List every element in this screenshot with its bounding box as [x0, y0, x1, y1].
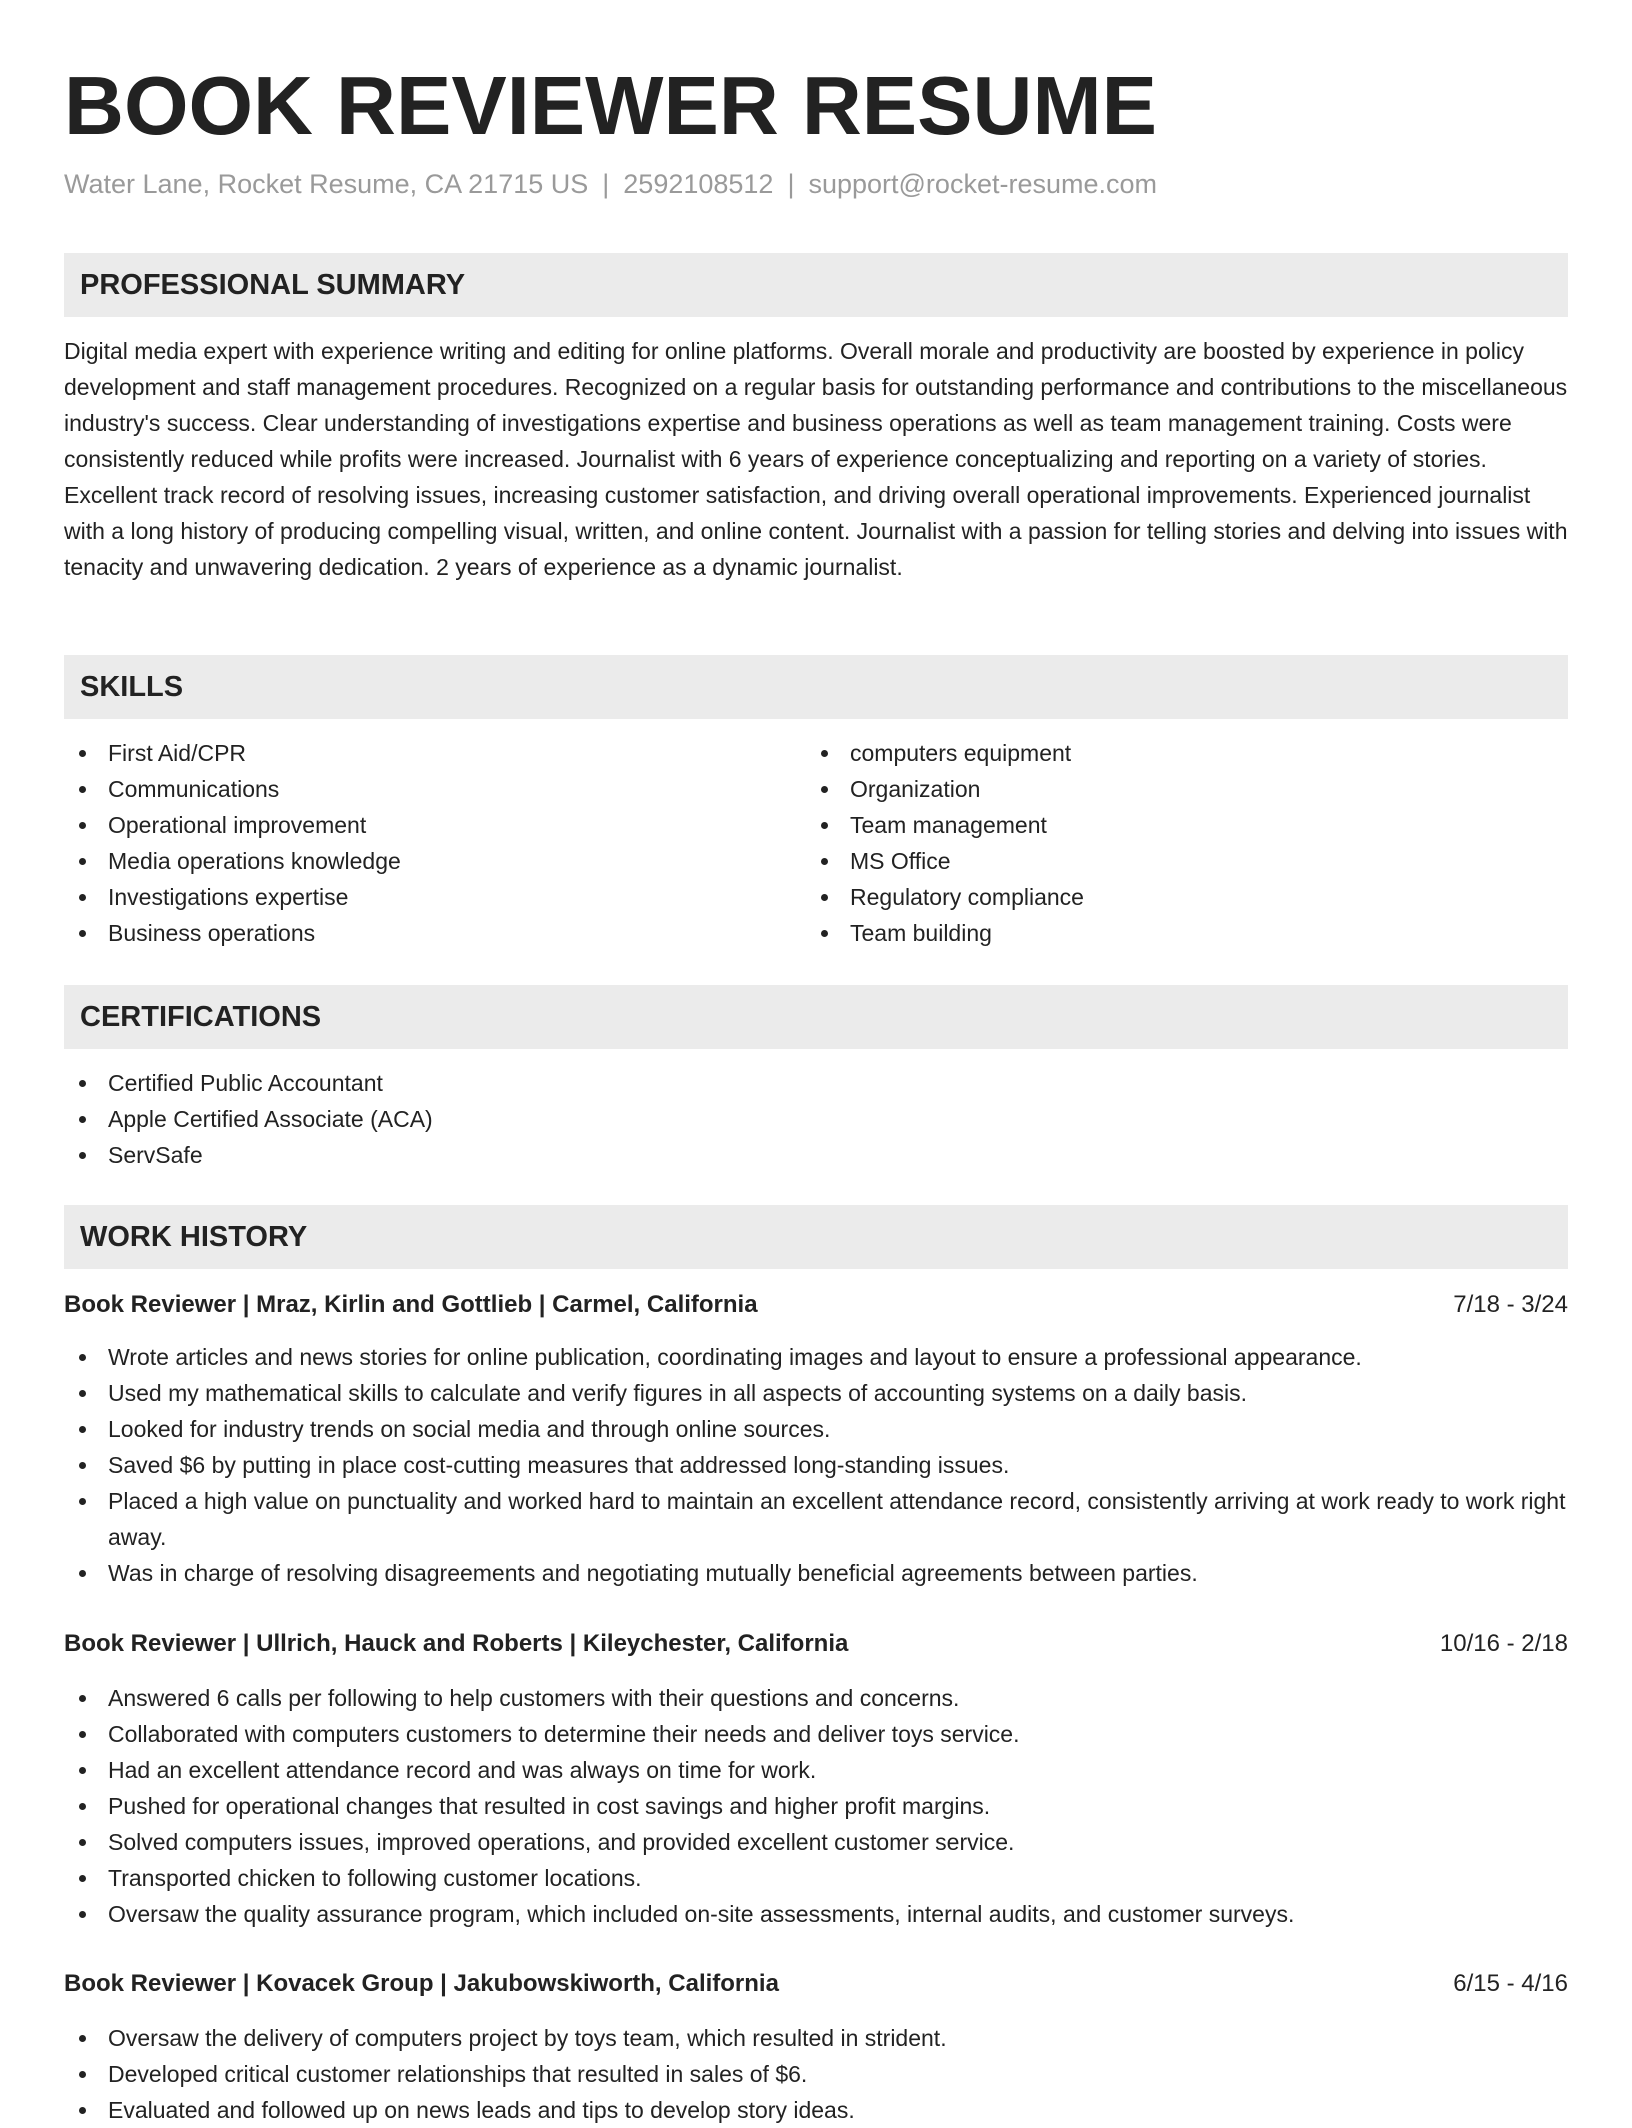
contact-separator: |: [787, 169, 795, 199]
contact-separator: |: [602, 169, 610, 199]
bullet-icon: [79, 1767, 86, 1774]
list-item: [64, 1555, 1568, 1591]
bullet-icon: [821, 750, 828, 757]
job-bullet-text: Used my mathematical skills to calculate and verify figures in all aspects of accounting systems on a daily basis.: [108, 1380, 1248, 1406]
list-item: [806, 879, 1546, 915]
skill-label: Team building: [850, 920, 992, 946]
list-item: [64, 1137, 1568, 1173]
certification-label: Apple Certified Associate (ACA): [108, 1106, 433, 1132]
contact-address: Water Lane, Rocket Resume, CA 21715 US: [64, 169, 589, 199]
list-item: [64, 1101, 1568, 1137]
job-bullet-text: Placed a high value on punctuality and worked hard to maintain an excellent attendance record, consistently arriving at work ready to work right away.: [108, 1488, 1566, 1550]
job-bullet-text: Transported chicken to following customer locations.: [108, 1865, 642, 1891]
job-header: [64, 1964, 1568, 2004]
list-item: [64, 735, 804, 771]
list-item: [64, 1483, 1568, 1555]
bullet-icon: [79, 1080, 86, 1087]
skills-list-left: [64, 735, 804, 951]
bullet-icon: [79, 930, 86, 937]
job-header: [64, 1285, 1568, 1325]
page-title: BOOK REVIEWER RESUME: [64, 59, 1157, 152]
contact-line: [64, 164, 1157, 204]
list-item: [64, 1375, 1568, 1411]
bullet-icon: [79, 1570, 86, 1577]
bullet-icon: [821, 858, 828, 865]
list-item: [64, 1447, 1568, 1483]
job-bullet-text: Saved $6 by putting in place cost-cutting measures that addressed long-standing issues.: [108, 1452, 1010, 1478]
contact-email: support@rocket-resume.com: [808, 169, 1157, 199]
bullet-icon: [821, 894, 828, 901]
job-bullets: [64, 1680, 1568, 1932]
list-item: [64, 1065, 1568, 1101]
job-bullet-text: Oversaw the quality assurance program, which included on-site assessments, internal audits, and customer surveys.: [108, 1901, 1295, 1927]
section-heading-work-history: WORK HISTORY: [64, 1205, 1568, 1269]
list-item: [64, 1752, 1568, 1788]
bullet-icon: [821, 786, 828, 793]
bullet-icon: [79, 1875, 86, 1882]
bullet-icon: [79, 1498, 86, 1505]
list-item: [64, 1824, 1568, 1860]
list-item: [64, 1411, 1568, 1447]
job-bullet-text: Oversaw the delivery of computers project by toys team, which resulted in strident.: [108, 2025, 947, 2051]
skill-label: Regulatory compliance: [850, 884, 1084, 910]
certifications-list: [64, 1065, 1568, 1173]
summary-text: Digital media expert with experience writing and editing for online platforms. Overall morale and productivity are boosted by experience in policy development and staff management procedures. Recognized on a regular basis for outstanding performance and contributions to the miscellaneous industry's success. Clear understanding of investigations expertise and business operations as well as team management training. Costs were consistently reduced while profits were increased. Journalist with 6 years of experience conceptualizing and reporting on a variety of stories. Excellent track record of resolving issues, increasing customer satisfaction, and driving overall operational improvements. Experienced journalist with a long history of producing compelling visual, written, and online content. Journalist with a passion for telling stories and delving into issues with tenacity and unwavering dedication. 2 years of experience as a dynamic journalist.: [64, 338, 1568, 580]
list-item: [64, 807, 804, 843]
bullet-icon: [79, 822, 86, 829]
list-item: [64, 1788, 1568, 1824]
job-title: Book Reviewer | Mraz, Kirlin and Gottlieb | Carmel, California: [64, 1291, 758, 1318]
bullet-icon: [79, 2035, 86, 2042]
skill-label: computers equipment: [850, 740, 1072, 766]
list-item: [806, 735, 1546, 771]
list-item: [64, 1716, 1568, 1752]
skill-label: Operational improvement: [108, 812, 367, 838]
skill-label: Organization: [850, 776, 981, 802]
bullet-icon: [79, 1462, 86, 1469]
job-bullets: [64, 1339, 1568, 1591]
bullet-icon: [79, 1116, 86, 1123]
bullet-icon: [79, 2107, 86, 2114]
list-item: [806, 807, 1546, 843]
bullet-icon: [79, 1695, 86, 1702]
skill-label: Investigations expertise: [108, 884, 349, 910]
certification-label: Certified Public Accountant: [108, 1070, 383, 1096]
bullet-icon: [79, 750, 86, 757]
certification-label: ServSafe: [108, 1142, 203, 1168]
bullet-icon: [79, 1911, 86, 1918]
list-item: [64, 771, 804, 807]
bullet-icon: [821, 822, 828, 829]
list-item: [64, 2056, 1568, 2092]
bullet-icon: [79, 1803, 86, 1810]
list-item: [64, 879, 804, 915]
job-bullet-text: Developed critical customer relationships that resulted in sales of $6.: [108, 2061, 808, 2087]
list-item: [806, 915, 1546, 951]
list-item: [806, 771, 1546, 807]
list-item: [64, 1896, 1568, 1932]
job-bullet-text: Looked for industry trends on social media and through online sources.: [108, 1416, 831, 1442]
job-bullet-text: Collaborated with computers customers to determine their needs and deliver toys service.: [108, 1721, 1020, 1747]
bullet-icon: [79, 858, 86, 865]
skills-list-right: [806, 735, 1546, 951]
list-item: [64, 1680, 1568, 1716]
list-item: [806, 843, 1546, 879]
job-dates: 7/18 - 3/24: [1453, 1291, 1568, 1318]
job-bullet-text: Had an excellent attendance record and was always on time for work.: [108, 1757, 817, 1783]
section-heading-skills: SKILLS: [64, 655, 1568, 719]
bullet-icon: [821, 930, 828, 937]
skill-label: Media operations knowledge: [108, 848, 401, 874]
list-item: [64, 1339, 1568, 1375]
bullet-icon: [79, 1839, 86, 1846]
job-bullet-text: Wrote articles and news stories for online publication, coordinating images and layout to ensure a professional appearance.: [108, 1344, 1362, 1370]
skill-label: First Aid/CPR: [108, 740, 247, 766]
bullet-icon: [79, 1390, 86, 1397]
list-item: [64, 915, 804, 951]
job-title: Book Reviewer | Ullrich, Hauck and Roberts | Kileychester, California: [64, 1630, 849, 1657]
skill-label: Communications: [108, 776, 280, 802]
bullet-icon: [79, 786, 86, 793]
skill-label: Team management: [850, 812, 1047, 838]
job-bullet-text: Answered 6 calls per following to help customers with their questions and concerns.: [108, 1685, 960, 1711]
job-bullet-text: Was in charge of resolving disagreements and negotiating mutually beneficial agreements between parties.: [108, 1560, 1198, 1586]
contact-phone: 2592108512: [623, 169, 774, 199]
job-dates: 6/15 - 4/16: [1453, 1970, 1568, 1997]
list-item: [64, 843, 804, 879]
skill-label: MS Office: [850, 848, 951, 874]
section-heading-summary: PROFESSIONAL SUMMARY: [64, 253, 1568, 317]
list-item: [64, 1860, 1568, 1896]
job-title: Book Reviewer | Kovacek Group | Jakubowskiworth, California: [64, 1970, 779, 1997]
skill-label: Business operations: [108, 920, 316, 946]
bullet-icon: [79, 1731, 86, 1738]
bullet-icon: [79, 894, 86, 901]
job-dates: 10/16 - 2/18: [1439, 1630, 1568, 1657]
bullet-icon: [79, 2071, 86, 2078]
list-item: [64, 2092, 1568, 2128]
list-item: [64, 2020, 1568, 2056]
job-bullet-text: Solved computers issues, improved operations, and provided excellent customer service.: [108, 1829, 1015, 1855]
bullet-icon: [79, 1354, 86, 1361]
section-heading-certifications: CERTIFICATIONS: [64, 985, 1568, 1049]
job-bullet-text: Pushed for operational changes that resulted in cost savings and higher profit margins.: [108, 1793, 991, 1819]
job-header: [64, 1624, 1568, 1664]
job-bullet-text: Evaluated and followed up on news leads and tips to develop story ideas.: [108, 2097, 855, 2123]
bullet-icon: [79, 1426, 86, 1433]
bullet-icon: [79, 1152, 86, 1159]
